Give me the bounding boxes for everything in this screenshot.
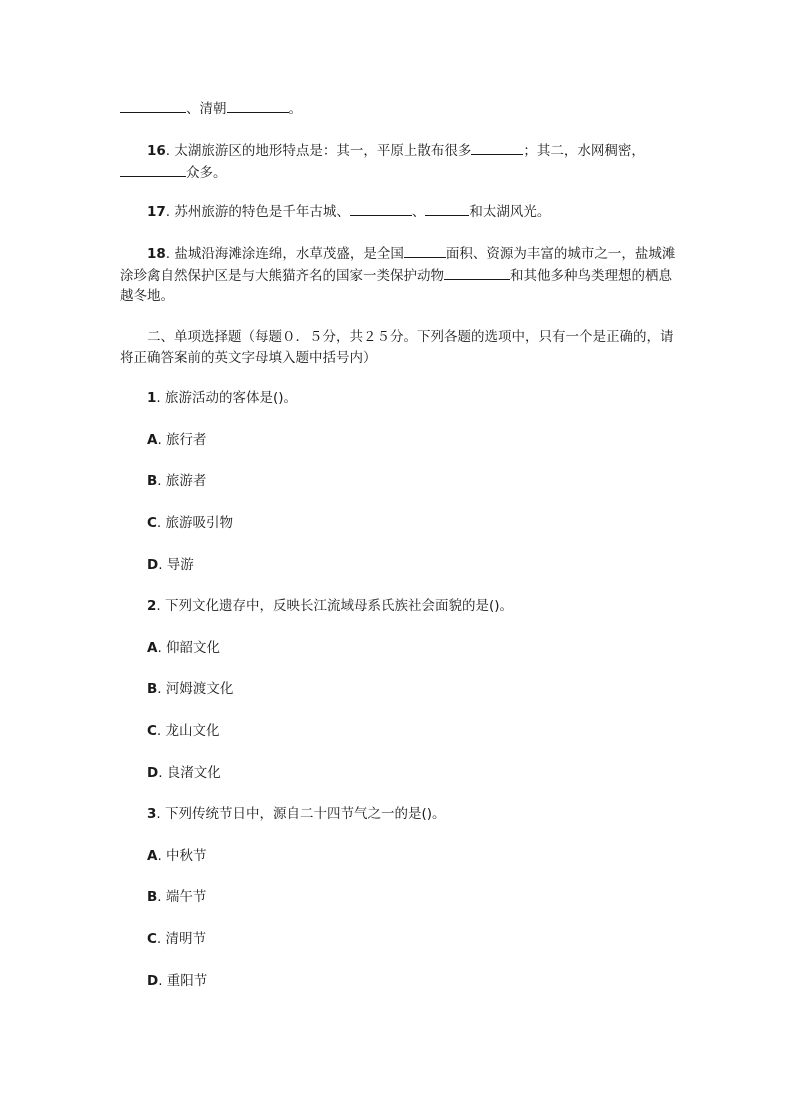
question-text: 面积、资源为丰富的城市之一，盐城滩涂珍禽自然保护区是与大熊猫齐名的国家一类保护动物 — [120, 246, 676, 284]
option-text: . 清明节 — [156, 931, 207, 947]
question-18 — [120, 243, 680, 307]
option-letter: C — [147, 931, 157, 947]
mcq-3-option-d[interactable] — [147, 971, 207, 991]
mcq-3-option-b[interactable] — [147, 887, 206, 907]
answer-blank[interactable] — [404, 243, 446, 258]
option-letter: C — [147, 723, 157, 739]
mcq-1-stem — [147, 388, 297, 408]
q15-separator: 、清朝 — [186, 101, 227, 117]
option-text: . 旅游吸引物 — [156, 515, 234, 531]
answer-blank[interactable] — [425, 201, 469, 216]
mcq-1-option-c[interactable] — [147, 513, 233, 533]
answer-blank[interactable] — [444, 265, 510, 280]
option-text: . 良渚文化 — [158, 765, 221, 781]
mcq-2-option-c[interactable] — [147, 721, 220, 741]
option-letter: B — [147, 681, 158, 697]
question-number: 2 — [147, 598, 157, 614]
option-letter: D — [147, 557, 159, 573]
question-text: . 下列传统节日中，源自二十四节气之一的是()。 — [156, 806, 446, 822]
section-2-heading: 二、单项选择题（每题０．５分，共２５分。下列各题的选项中，只有一个是正确的，请将正确答案前的英文字母填入题中括号内） — [120, 329, 674, 366]
answer-blank[interactable] — [350, 201, 412, 216]
question-text: . 太湖旅游区的地形特点是：其一，平原上散布很多 — [165, 143, 472, 159]
question-text: . 下列文化遗存中，反映长江流域母系氏族社会面貌的是()。 — [156, 598, 514, 614]
option-letter: D — [147, 765, 159, 781]
option-letter: A — [147, 432, 158, 448]
option-letter: A — [147, 640, 158, 656]
mcq-1-option-a[interactable] — [147, 430, 207, 450]
mcq-1-option-d[interactable] — [147, 555, 194, 575]
question-number: 17 — [147, 204, 166, 220]
option-text: . 仰韶文化 — [157, 640, 221, 656]
q15-tail-line — [120, 98, 302, 119]
option-text: . 中秋节 — [157, 848, 207, 864]
question-text: . 苏州旅游的特色是千年古城、 — [165, 204, 350, 220]
mcq-2-option-a[interactable] — [147, 638, 220, 658]
question-text: ；其二，水网稠密， — [523, 143, 645, 159]
question-number: 1 — [147, 390, 157, 406]
option-text: . 河姆渡文化 — [157, 681, 234, 697]
question-number: 18 — [147, 246, 166, 262]
question-text: 众多。 — [186, 164, 227, 181]
option-text: . 龙山文化 — [156, 723, 220, 739]
question-text: . 盐城沿海滩涂连绵，水草茂盛，是全国 — [165, 246, 404, 262]
question-16 — [120, 140, 680, 183]
option-text: . 重阳节 — [158, 973, 208, 989]
mcq-1-option-b[interactable] — [147, 471, 206, 491]
mcq-3-option-a[interactable] — [147, 846, 207, 866]
question-text: 和太湖风光。 — [469, 204, 551, 220]
question-text: 和其他多种鸟类理想的栖息越冬地。 — [120, 267, 672, 304]
answer-blank[interactable] — [120, 162, 186, 177]
answer-blank[interactable] — [120, 98, 186, 113]
option-text: . 旅游者 — [157, 473, 207, 489]
q15-end: 。 — [288, 101, 302, 117]
option-text: . 端午节 — [157, 889, 207, 905]
option-text: . 导游 — [158, 557, 194, 573]
mcq-2-stem — [147, 596, 513, 616]
option-text: . 旅行者 — [157, 432, 207, 448]
answer-blank[interactable] — [227, 98, 289, 113]
mcq-3-stem — [147, 804, 446, 824]
option-letter: A — [147, 848, 158, 864]
answer-blank[interactable] — [471, 140, 523, 155]
option-letter: C — [147, 515, 157, 531]
question-text: . 旅游活动的客体是()。 — [156, 390, 298, 406]
option-letter: B — [147, 889, 158, 905]
question-number: 16 — [147, 143, 166, 159]
option-letter: D — [147, 973, 159, 989]
mcq-2-option-d[interactable] — [147, 763, 221, 783]
question-text: 、 — [411, 204, 426, 220]
option-letter: B — [147, 473, 158, 489]
question-17 — [147, 201, 550, 222]
mcq-3-option-c[interactable] — [147, 929, 206, 949]
question-number: 3 — [147, 806, 157, 822]
mcq-2-option-b[interactable] — [147, 679, 233, 699]
